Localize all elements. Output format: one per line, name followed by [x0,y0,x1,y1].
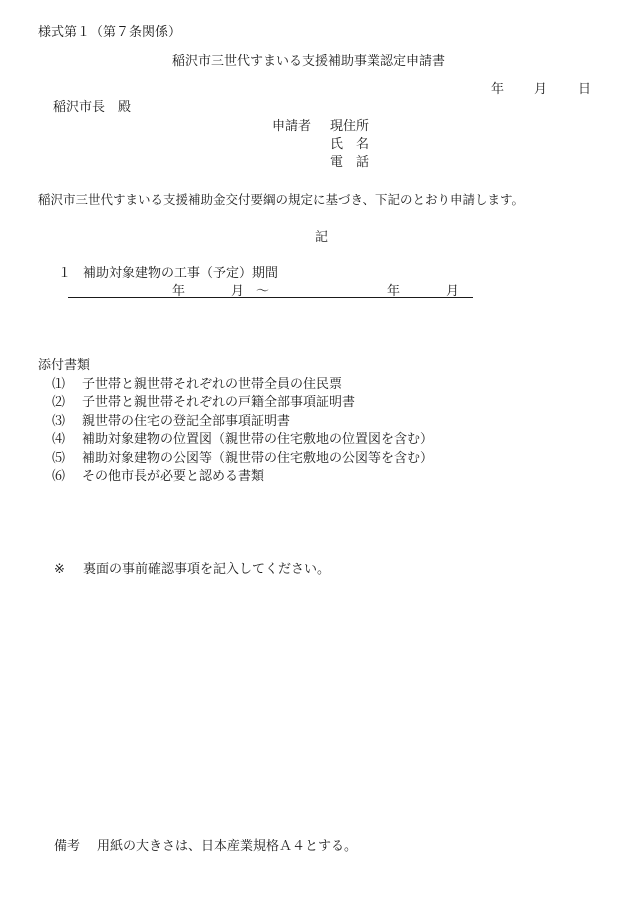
period-tilde: ～ [256,284,270,299]
form-number: 様式第１（第７条関係） [38,25,182,40]
attachment-item [52,414,290,430]
remarks-label: 備考 [54,839,81,854]
name-label: 氏 名 [330,137,370,152]
phone-label: 電 話 [330,155,370,170]
period-end-month: 月 [446,284,460,299]
attachment-text: 子世帯と親世帯それぞれの戸籍全部事項証明書 [82,395,356,410]
attachment-number: ⑶ [52,414,66,429]
addressee: 稲沢市長 殿 [53,100,132,115]
attachment-number: ⑴ [52,377,66,392]
item-1-label: 補助対象建物の工事（予定）期間 [83,266,279,281]
attachment-number: ⑸ [52,451,66,466]
attachment-text: 子世帯と親世帯それぞれの世帯全員の住民票 [82,377,343,392]
date-day: 日 [578,82,592,97]
period-end-year: 年 [387,284,401,299]
attachment-item [52,432,433,448]
item-1-number: １ [58,266,72,281]
note-mark: ※ [54,562,65,577]
ki-heading: 記 [315,230,329,245]
attachment-text: 親世帯の住宅の登記全部事項証明書 [82,414,291,429]
date-year: 年 [491,82,505,97]
attachment-item [52,451,433,467]
period-start-year: 年 [172,284,186,299]
period-underline [68,297,473,298]
body-text: 稲沢市三世代すまいる支援補助金交付要綱の規定に基づき、下記のとおり申請します。 [38,192,525,207]
date-month: 月 [534,82,548,97]
attachments-heading: 添付書類 [38,358,91,373]
attachment-number: ⑹ [52,469,66,484]
attachment-item [52,377,342,393]
attachment-number: ⑷ [52,432,66,447]
address-label: 現住所 [330,119,370,134]
attachment-number: ⑵ [52,395,66,410]
applicant-label: 申請者 [272,119,312,134]
remarks-text: 用紙の大きさは、日本産業規格Ａ４とする。 [97,839,358,854]
period-start-month: 月 [231,284,245,299]
attachment-text: 補助対象建物の公図等（親世帯の住宅敷地の公図等を含む） [82,451,434,466]
page-title: 稲沢市三世代すまいる支援補助事業認定申請書 [172,54,446,69]
attachment-item [52,469,264,485]
note-text: 裏面の事前確認事項を記入してください。 [83,562,331,577]
attachment-text: 補助対象建物の位置図（親世帯の住宅敷地の位置図を含む） [82,432,434,447]
attachment-text: その他市長が必要と認める書類 [82,469,265,484]
attachment-item [52,395,355,411]
